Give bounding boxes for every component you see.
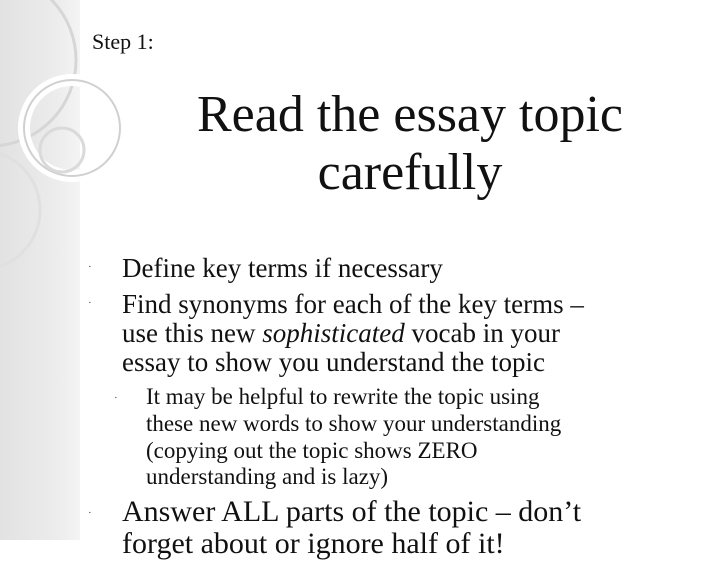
bullet-2-emphasis: sophisticated bbox=[262, 318, 405, 348]
slide-title-line-1: Read the essay topic bbox=[197, 86, 623, 143]
bullet-2-line-2-end: vocab in your bbox=[404, 318, 560, 348]
sub-bullet-marker: · bbox=[114, 392, 118, 404]
sub-bullet-line-1: It may be helpful to rewrite the topic using bbox=[146, 384, 540, 409]
bullet-marker: · bbox=[88, 297, 92, 309]
bullet-4-line-2: forget about or ignore half of it! bbox=[122, 527, 505, 560]
slide-title-line-2: carefully bbox=[317, 144, 503, 201]
sub-bullet-line-3: (copying out the topic shows ZERO bbox=[146, 438, 478, 463]
bullet-1-line-1: Define key terms if necessary bbox=[122, 253, 443, 283]
bullet-marker: · bbox=[88, 507, 92, 519]
bullet-2-line-2 bbox=[122, 318, 560, 348]
bullet-2-line-3: essay to show you understand the topic bbox=[122, 347, 545, 377]
bullet-4-line-1: Answer ALL parts of the topic – don’t bbox=[122, 495, 582, 528]
sub-bullet-line-4: understanding and is lazy) bbox=[146, 464, 389, 489]
step-label: Step 1: bbox=[92, 29, 154, 54]
bullet-2-line-2-start: use this new bbox=[122, 318, 263, 348]
sub-bullet-line-2: these new words to show your understanding bbox=[146, 411, 562, 436]
bullet-2-line-1: Find synonyms for each of the key terms – bbox=[122, 289, 584, 319]
bullet-marker: · bbox=[88, 261, 92, 273]
